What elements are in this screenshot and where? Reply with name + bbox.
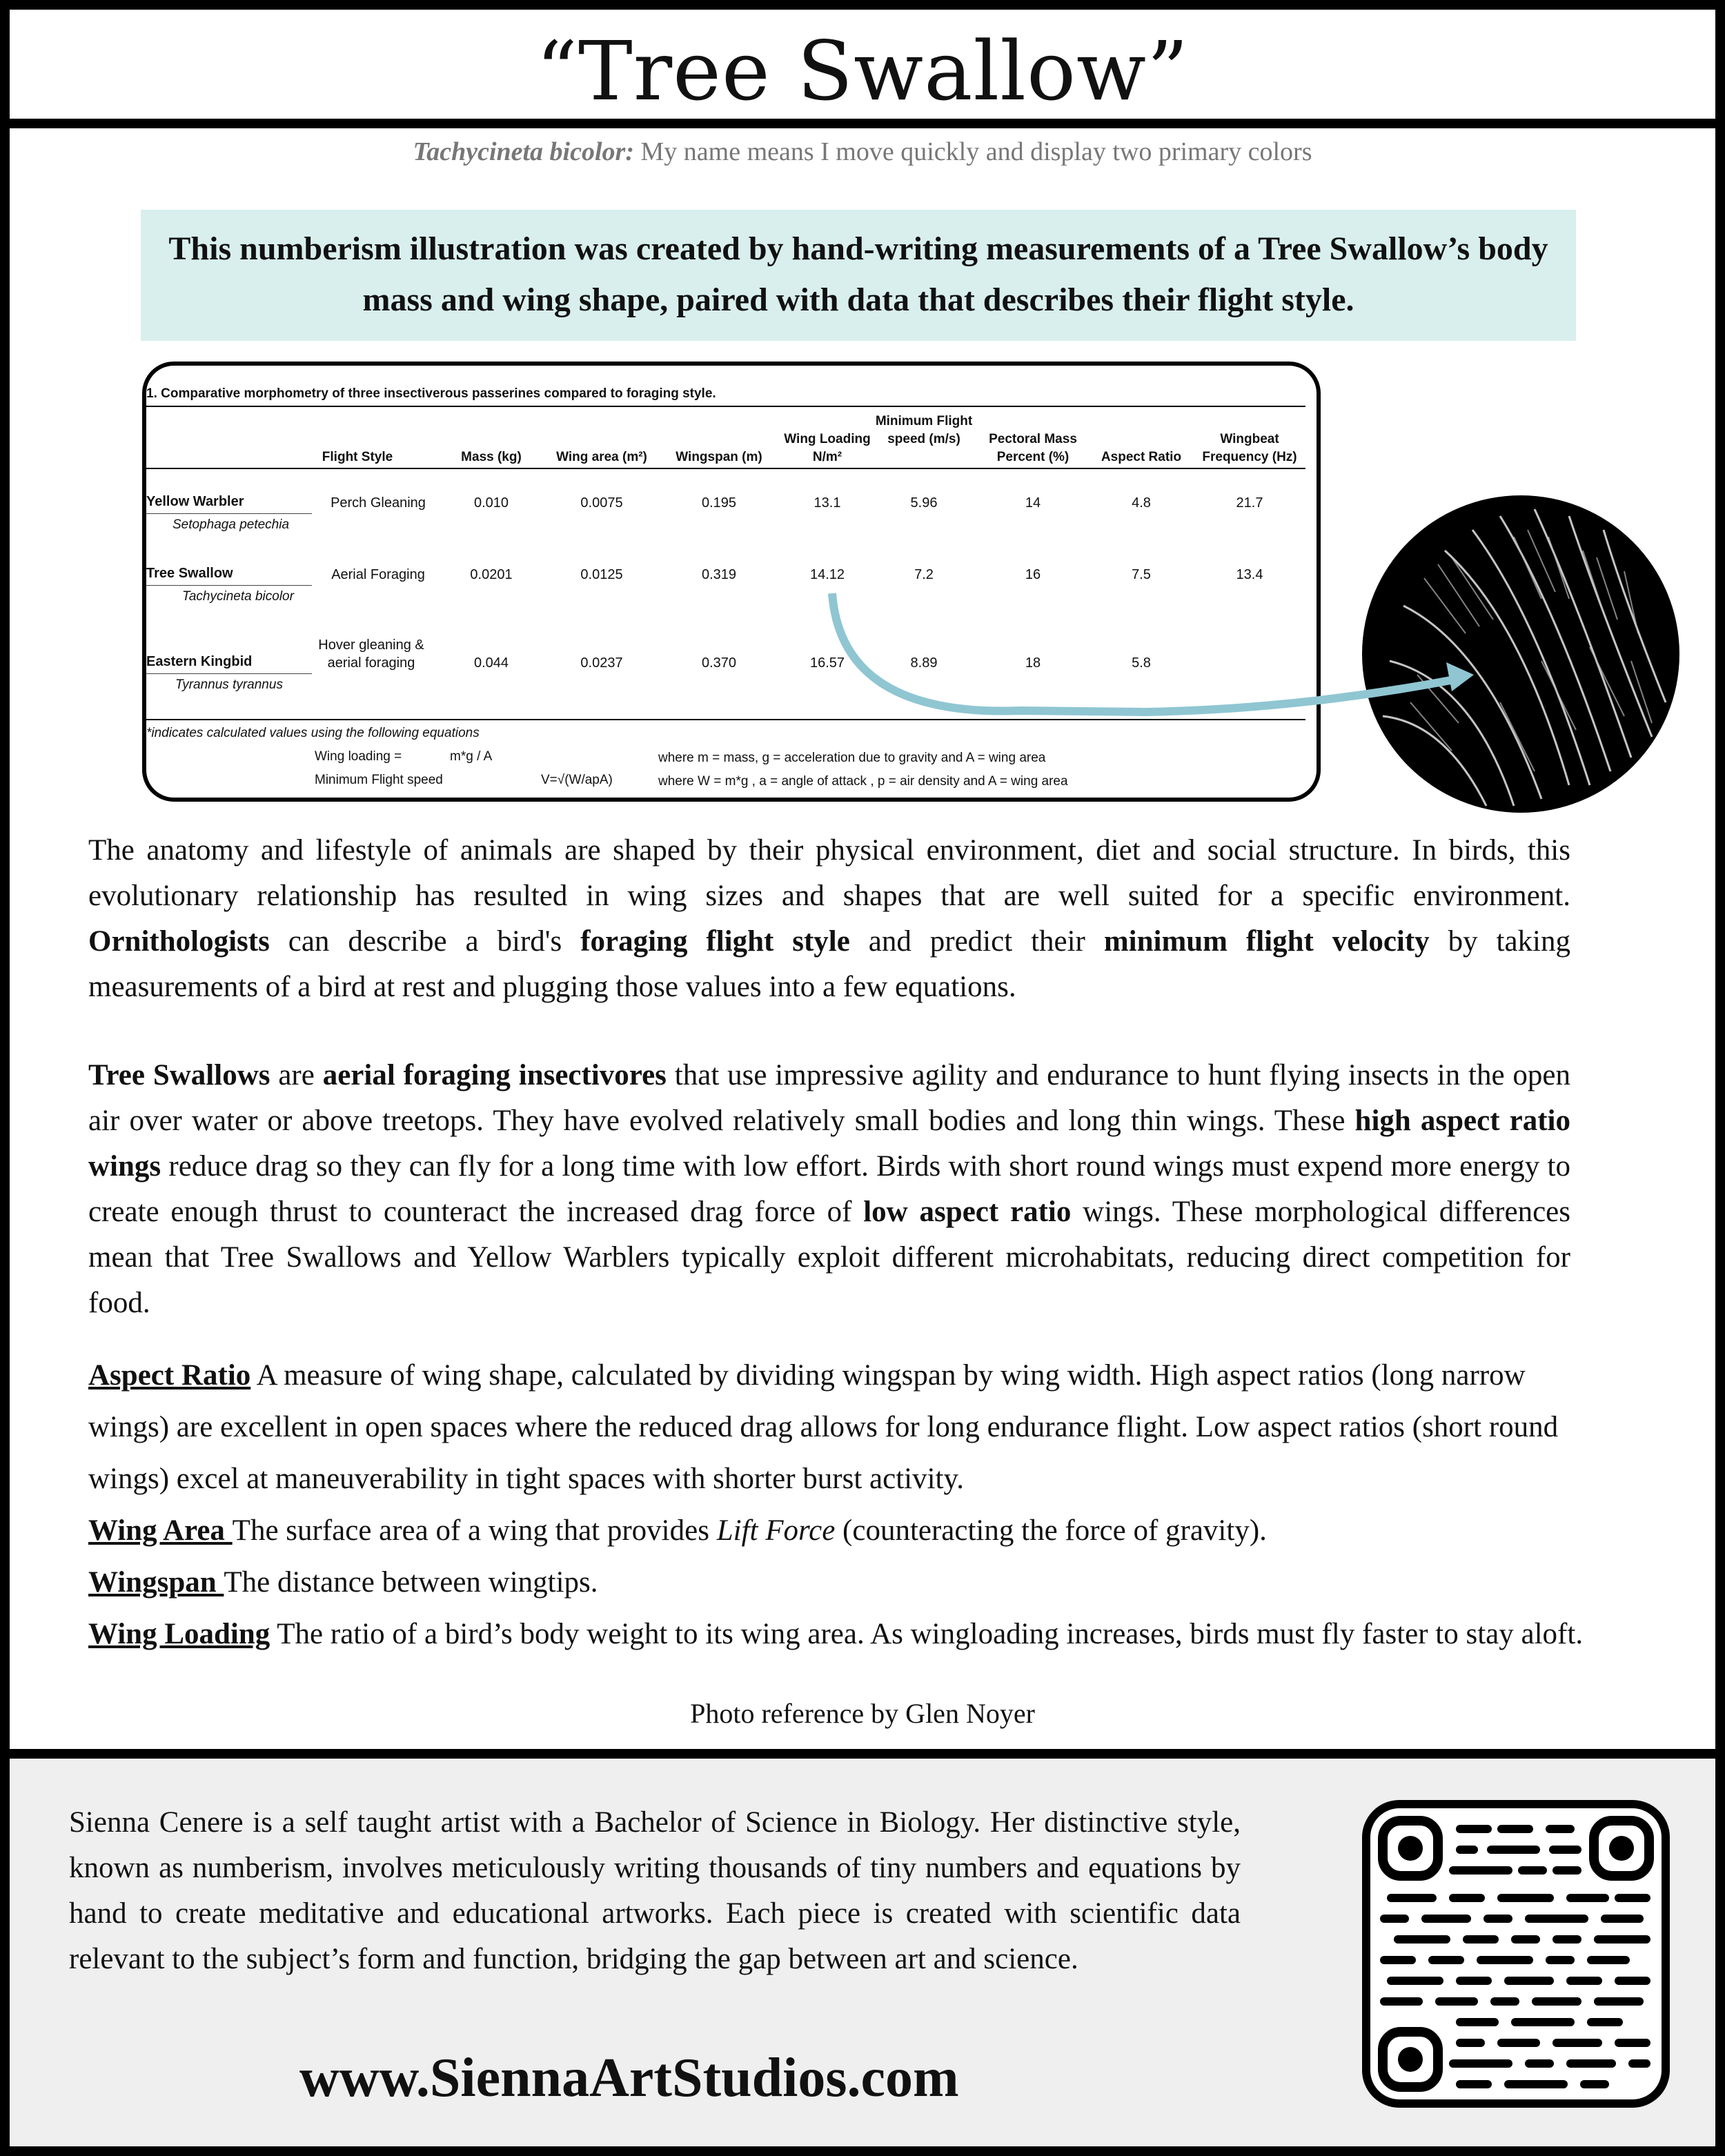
bold-run: aerial foraging insectivores xyxy=(322,1059,667,1091)
eq2-formula: V=√(W/apA) xyxy=(541,773,613,787)
table-cell: 0.0125 xyxy=(580,567,623,582)
definition-wing-loading xyxy=(88,1608,1606,1660)
text-run: wings. These morphological differences mean that Tree Swallows and Yellow Warblers typically exploit different microhabitats, reducing direct competition for food. xyxy=(88,1196,1570,1319)
intro-callout: This numberism illustration was created by hand-writing measurements of a Tree Swallow’s body mass and wing shape, paired with data that describes their flight style. xyxy=(141,210,1576,341)
header-wingspan: Wingspan (m) xyxy=(676,450,762,464)
sci-tree-swallow: Tachycineta bicolor xyxy=(182,589,294,604)
artist-bio: Sienna Cenere is a self taught artist with a Bachelor of Science in Biology. Her distinctive style, known as numberism, involves meticulously writing thousands of tiny numbers and equations by hand to create meditative and educational artworks. Each piece is created with scientific data relevant to the subject’s form and function, bridging the gap between art and science. xyxy=(69,1806,1241,1975)
header-wingbeat-frequency: Wingbeat Frequency (Hz) xyxy=(1202,432,1297,464)
header-min-flight-speed: Minimum Flight speed (m/s) xyxy=(875,414,973,446)
paragraph-anatomy xyxy=(88,828,1570,1010)
text-run: by taking measurements of a bird at rest and plugging those values into a few equations. xyxy=(88,925,1570,1003)
photo-credit: Photo reference by Glen Noyer xyxy=(690,1698,1035,1729)
text-run: The anatomy and lifestyle of animals are shaped by their physical environment, diet and social structure. In birds, this evolutionary relationship has resulted in wing sizes and shapes that are well suited for a specific environment. xyxy=(88,834,1570,912)
table-cell: 16.57 xyxy=(809,655,845,671)
term-aspect-ratio: Aspect Ratio xyxy=(88,1359,251,1392)
qr-code-icon xyxy=(1370,1808,1662,2099)
table-cell: 14.12 xyxy=(809,567,845,582)
text-run: can describe a bird's xyxy=(269,925,581,958)
table-cell: 7.2 xyxy=(914,567,934,582)
eq1-label: Wing loading = xyxy=(315,749,402,764)
paragraph-tree-swallows xyxy=(88,1053,1570,1326)
website-link[interactable]: www.SiennaArtStudios.com xyxy=(299,2048,959,2108)
name-meaning: My name means I move quickly and display two primary colors xyxy=(633,137,1312,166)
table-cell: 5.8 xyxy=(1132,655,1151,671)
species-yellow-warbler: Yellow Warbler xyxy=(146,494,244,509)
header-wing-loading: Wing Loading N/m² xyxy=(784,432,871,464)
text-run: and predict their xyxy=(849,925,1104,958)
bold-run: low aspect ratio xyxy=(863,1196,1072,1228)
sci-eastern-kingbird: Tyrannus tyrannus xyxy=(175,678,283,692)
bold-run: foraging flight style xyxy=(580,925,850,958)
species-eastern-kingbird: Eastern Kingbid xyxy=(146,654,253,669)
text-run: are xyxy=(270,1059,323,1091)
table-cell: Aerial Foraging xyxy=(331,567,425,582)
table-cell: 18 xyxy=(1025,655,1041,671)
bold-run: high aspect ratio wings xyxy=(88,1105,1570,1183)
table-footnote: *indicates calculated values using the following equations xyxy=(146,726,480,740)
definition-text: A measure of wing shape, calculated by dividing wingspan by wing width. High aspect ratios (long narrow wings) are excellent in open spaces where the reduced drag allows for long endurance flight. Low aspect ratios (short round wings) excel at maneuverability in tight spaces with shorter burst activity. xyxy=(88,1359,1559,1495)
definition-text: The surface area of a wing that provides xyxy=(232,1514,717,1547)
table-cell: 13.4 xyxy=(1236,567,1263,582)
definition-wing-area xyxy=(88,1505,1606,1556)
table-cell: 8.89 xyxy=(910,655,938,671)
eq2-label: Minimum Flight speed xyxy=(315,773,443,787)
header-pectoral-mass: Pectoral Mass Percent (%) xyxy=(989,432,1077,464)
sci-yellow-warbler: Setophaga petechia xyxy=(172,517,290,532)
species-tree-swallow: Tree Swallow xyxy=(146,566,233,581)
bold-run: minimum flight velocity xyxy=(1103,925,1430,958)
italic-term: Lift Force xyxy=(716,1514,836,1547)
table-cell: 16 xyxy=(1025,567,1041,582)
table-cell: 4.8 xyxy=(1132,495,1151,511)
header-wing-area: Wing area (m²) xyxy=(556,450,647,464)
footer xyxy=(10,1749,1715,2146)
bold-run: Ornithologists xyxy=(88,925,270,958)
eq1-description: where m = mass, g = acceleration due to gravity and A = wing area xyxy=(658,751,1046,765)
scientific-name: Tachycineta bicolor: xyxy=(413,137,634,166)
table-cell: 5.96 xyxy=(910,495,938,511)
definition-text: The distance between wingtips. xyxy=(224,1566,598,1599)
table-cell: 21.7 xyxy=(1236,495,1263,511)
text-run: that use impressive agility and endurance to hunt flying insects in the open air over water or above treetops. They have evolved relatively small bodies and long thin wings. These xyxy=(88,1059,1571,1137)
table-cell: 0.0237 xyxy=(580,655,623,671)
term-wingspan: Wingspan xyxy=(88,1566,224,1599)
eq1-formula: m*g / A xyxy=(450,749,493,764)
table-cell: 0.0075 xyxy=(580,495,623,511)
page-title: “Tree Swallow” xyxy=(535,23,1190,119)
bold-run: Tree Swallows xyxy=(88,1059,270,1091)
definitions xyxy=(88,1349,1606,1660)
definition-wingspan xyxy=(88,1556,1606,1608)
table-cell: 0.370 xyxy=(701,655,737,671)
header-aspect-ratio: Aspect Ratio xyxy=(1101,450,1182,464)
header-flight-style: Flight Style xyxy=(322,450,393,464)
table-cell: 0.195 xyxy=(701,495,737,511)
term-wing-loading: Wing Loading xyxy=(88,1618,270,1650)
eq2-description: where W = m*g , a = angle of attack , p = air density and A = wing area xyxy=(658,774,1068,789)
qr-code[interactable] xyxy=(1362,1800,1670,2108)
table-cell: Perch Gleaning xyxy=(331,495,426,511)
table-cell: 0.044 xyxy=(473,655,509,671)
text-run: reduce drag so they can fly for a long time with low effort. Birds with short round wings must expend more energy to create enough thrust to counteract the increased drag force of xyxy=(88,1150,1570,1228)
pointer-arrow xyxy=(0,0,1725,828)
table-cell: 14 xyxy=(1025,495,1041,511)
table-cell: 7.5 xyxy=(1132,567,1151,582)
table-cell: 0.010 xyxy=(473,495,509,511)
definition-aspect-ratio xyxy=(88,1349,1606,1505)
definition-text: (counteracting the force of gravity). xyxy=(835,1514,1267,1547)
table-cell: 0.0201 xyxy=(470,567,513,582)
table-cell: Hover gleaning & aerial foraging xyxy=(318,637,424,671)
table-cell: 0.319 xyxy=(701,567,737,582)
table-cell: 13.1 xyxy=(814,495,841,511)
term-wing-area: Wing Area xyxy=(88,1514,233,1547)
header-mass: Mass (kg) xyxy=(461,450,522,464)
table-caption: 1. Comparative morphometry of three insectiverous passerines compared to foraging style. xyxy=(146,386,716,401)
definition-text: The ratio of a bird’s body weight to its wing area. As wingloading increases, birds must fly faster to stay aloft. xyxy=(270,1618,1584,1650)
